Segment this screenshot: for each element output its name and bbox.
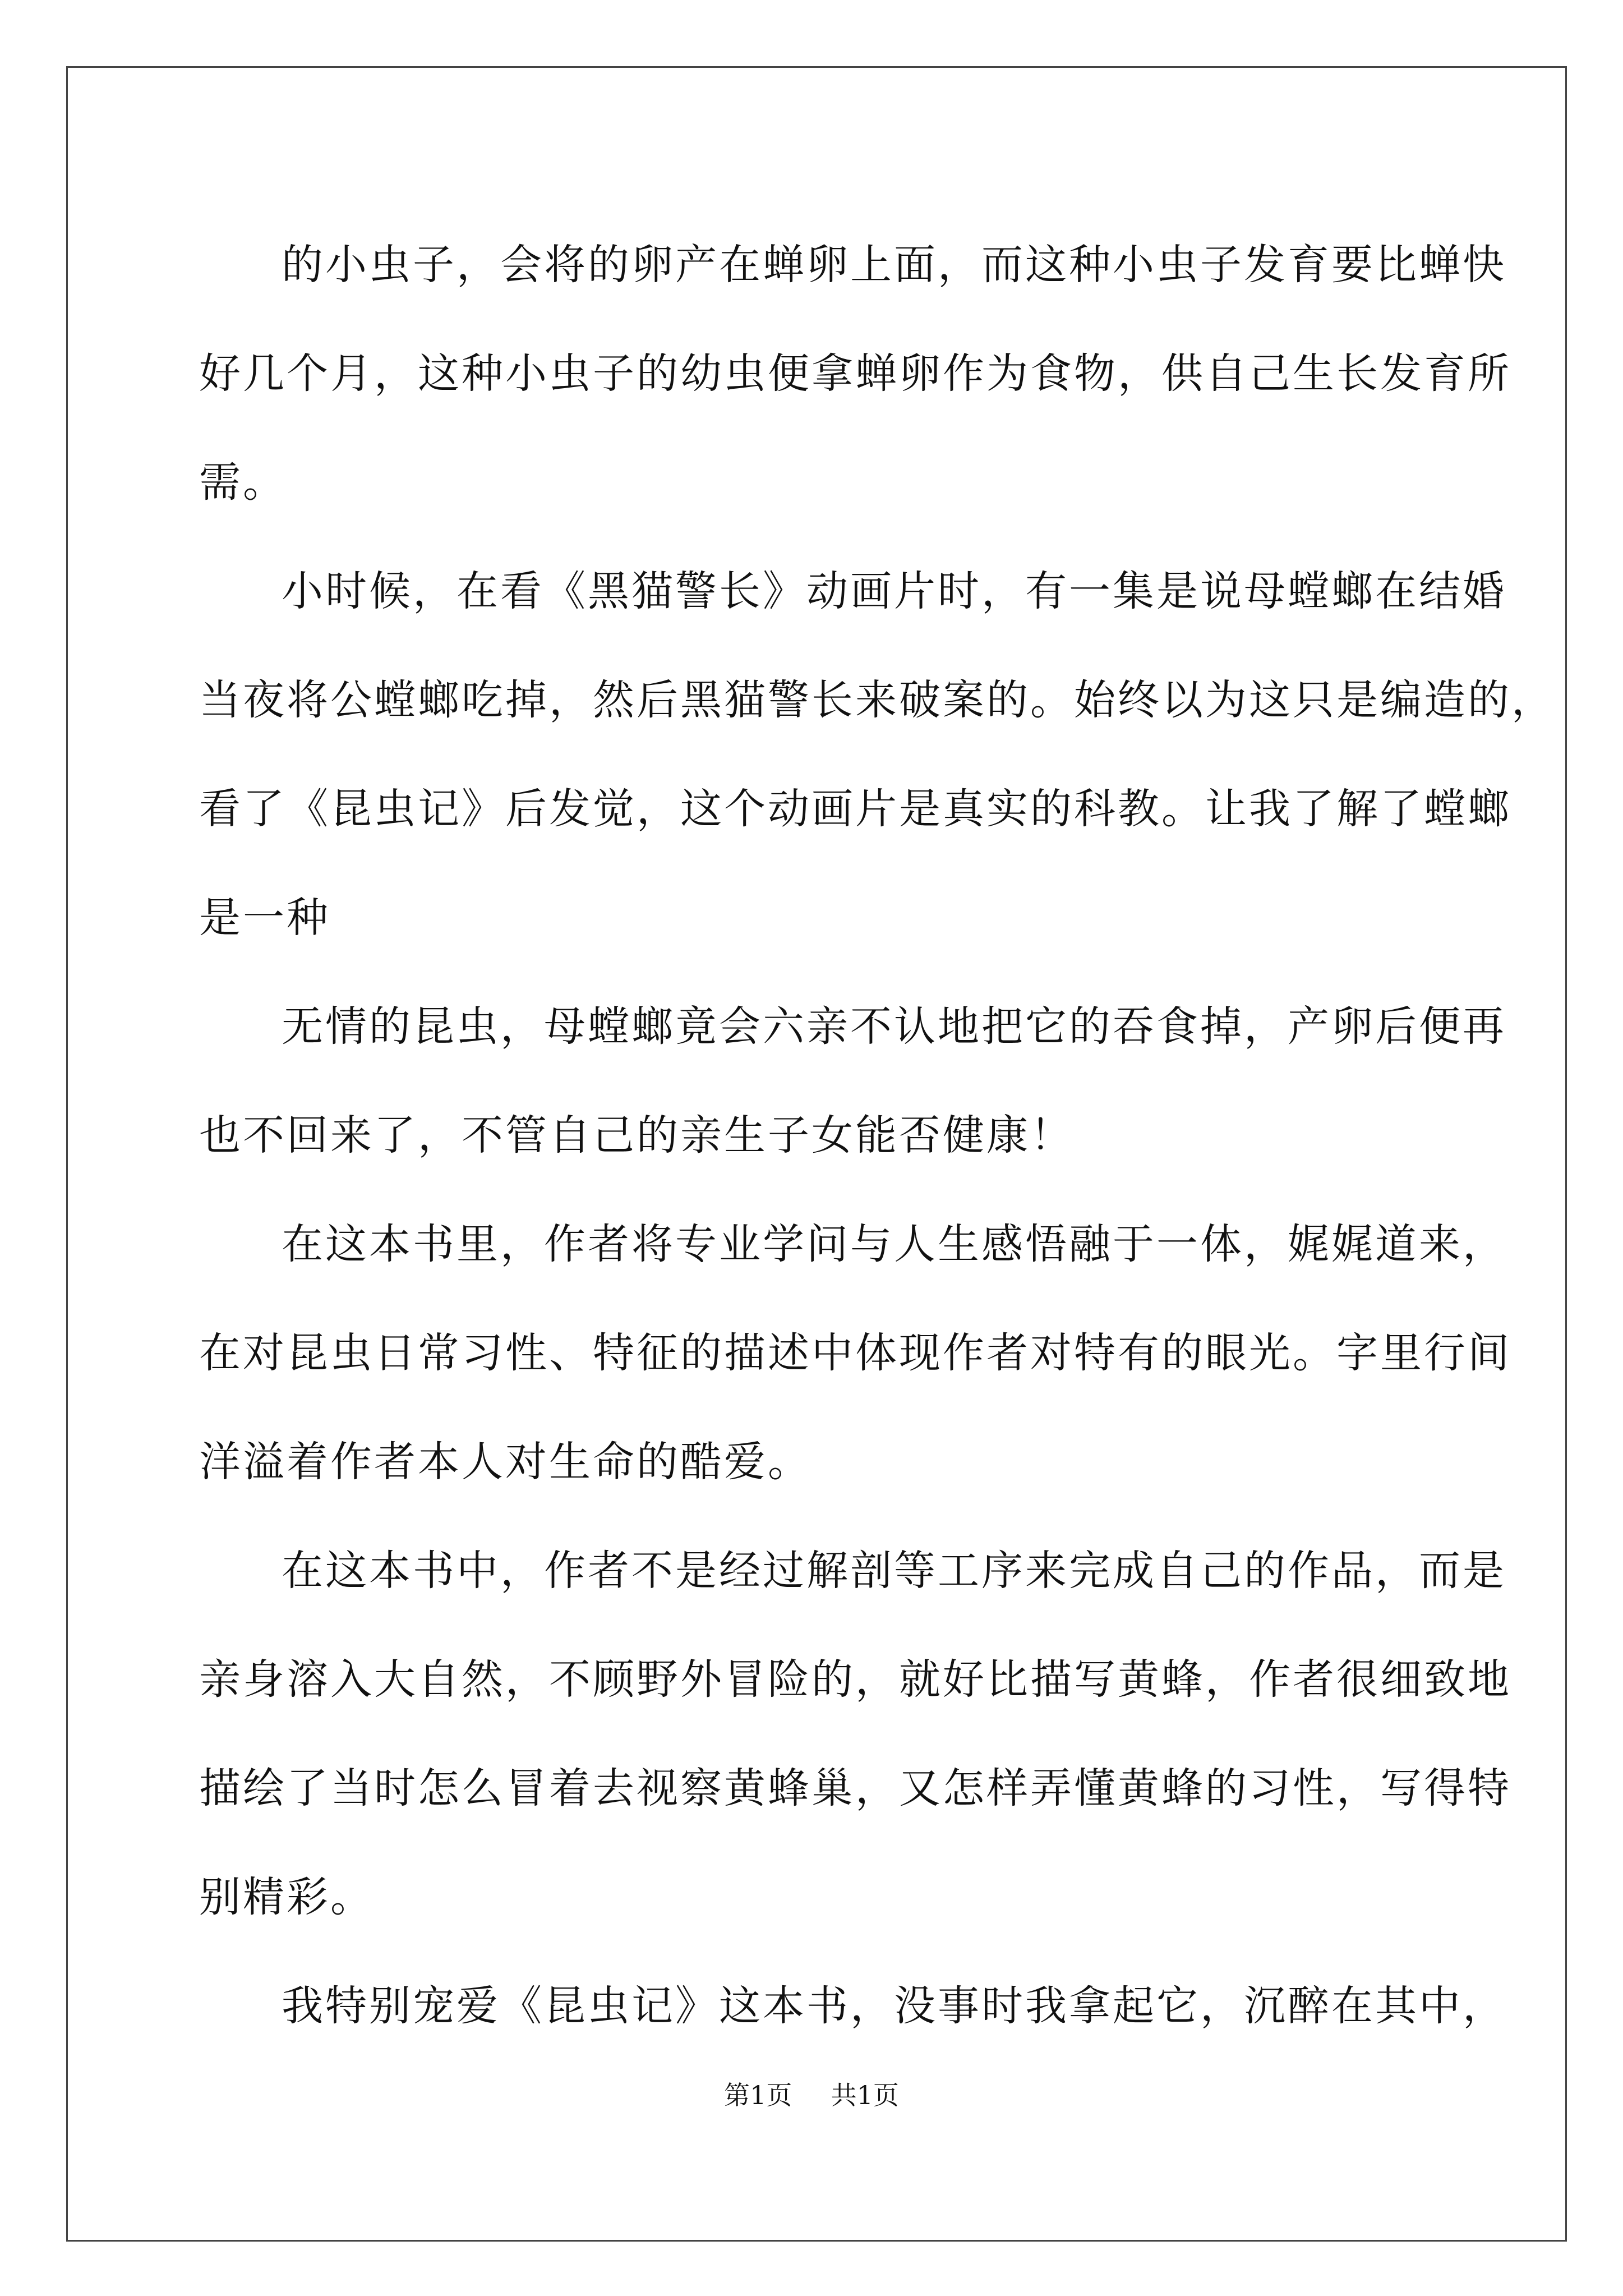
text-line: 亲身溶入大自然，不顾野外冒险的，就好比描写黄蜂，作者很细致地 — [199, 1655, 1511, 1704]
text-line: 在这本书中，作者不是经过解剖等工序来完成自己的作品，而是 — [282, 1547, 1506, 1595]
text-line: 洋溢着作者本人对生命的酷爱。 — [199, 1438, 811, 1486]
text-line: 无情的昆虫，母螳螂竟会六亲不认地把它的吞食掉，产卵后便再 — [282, 1002, 1506, 1051]
text-line: 好几个月，这种小虫子的幼虫便拿蝉卵作为食物，供自己生长发育所 — [199, 349, 1511, 398]
text-line: 的小虫子，会将的卵产在蝉卵上面，而这种小虫子发育要比蝉快 — [282, 241, 1506, 289]
footer-total-label: 共1页 — [831, 2080, 899, 2110]
footer-page-label: 第1页 — [724, 2080, 792, 2110]
text-line: 在对昆虫日常习性、特征的描述中体现作者对特有的眼光。字里行间 — [199, 1329, 1511, 1377]
text-line: 也不回来了，不管自己的亲生子女能否健康！ — [199, 1111, 1074, 1159]
text-line: 我特别宠爱《昆虫记》这本书，没事时我拿起它，沉醉在其中， — [282, 1982, 1506, 2030]
document-body — [199, 210, 1555, 2060]
text-line: 需。 — [199, 458, 287, 507]
text-line: 当夜将公螳螂吃掉，然后黑猫警长来破案的。始终以为这只是编造的， — [199, 676, 1555, 724]
text-line: 在这本书里，作者将专业学问与人生感悟融于一体，娓娓道来， — [282, 1220, 1506, 1268]
text-line: 看了《昆虫记》后发觉，这个动画片是真实的科教。让我了解了螳螂 — [199, 785, 1511, 833]
text-line: 描绘了当时怎么冒着去视察黄蜂巢，又怎样弄懂黄蜂的习性，写得特 — [199, 1764, 1511, 1812]
text-line: 是一种 — [199, 894, 330, 942]
footer-in-canvas — [0, 2078, 1623, 2112]
text-line: 别精彩。 — [199, 1873, 374, 1921]
text-line: 小时候，在看《黑猫警长》动画片时，有一集是说母螳螂在结婚 — [282, 567, 1506, 615]
